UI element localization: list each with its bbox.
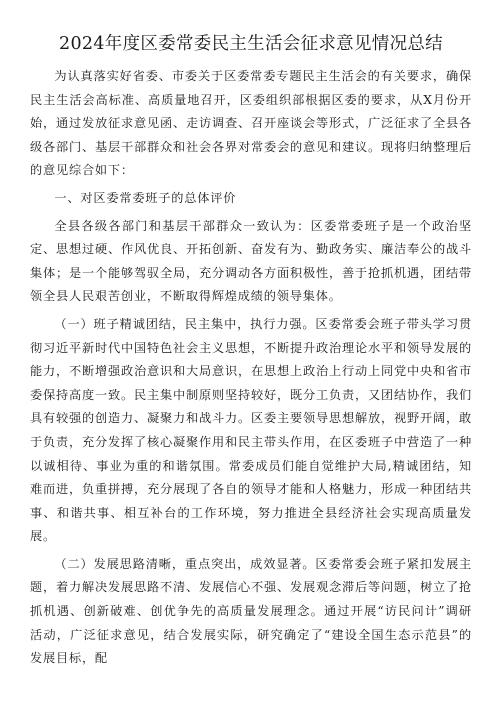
intro-paragraph: 为认真落实好省委、市委关于区委常委专题民主生活会的有关要求，确保民主生活会高标准、高质量地召开，区委组织部根据区委的要求，从X月份开始，通过发放征求意见函、走访调查、召开座谈会等形式，广泛征求了全县各级各部门、基层干部群众和社会各界对常委会的意见和建议。现将归纳整理后的意见综合如下：: [30, 69, 472, 178]
point-unity-paragraph: （一）班子精诚团结，民主集中，执行力强。区委常委会班子带头学习贯彻习近平新时代中国特色社会主义思想，不断提升政治理论水平和领导发展的能力，不断增强政治意识和大局意识，在思想上政治上行动上同党中央和省市委保持高度一致。民主集中制原则坚持较好，既分工负责，又团结协作，我们具有较强的创造力、凝聚力和战斗力。区委主要领导思想解放，视野开阔，敢于负责，充分发挥了核心凝聚作用和民主带头作用，在区委班子中营造了一种以诚相待、事业为重的和谐氛围。常委成员们能自觉维护大局,精诚团结，知难而进，负重拼搏，充分展现了各自的领导才能和人格魅力，形成一种团结共事、和谐共事、相互补台的工作环境，努力推进全县经济社会实现高质量发展。: [30, 316, 472, 544]
point-development-paragraph: （二）发展思路清晰，重点突出，成效显著。区委常委会班子紧扣发展主题，着力解决发展思路不清、发展信心不强、发展观念滞后等问题，树立了抢抓机遇、创新破难、创优争先的高质量发展理念。通过开展“访民问计”调研活动，广泛征求意见，结合发展实际，研究确定了“建设全国生态示范县”的发展目标，配: [30, 556, 472, 666]
document-title: 2024年度区委常委民主生活会征求意见情况总结: [59, 34, 443, 54]
section-heading-overall-evaluation: 一、对区委常委班子的总体评价: [54, 190, 237, 205]
overall-evaluation-paragraph: 全县各级各部门和基层干部群众一致认为：区委常委班子是一个政治坚定、思想过硬、作风优良、开拓创新、奋发有为、勤政务实、廉洁奉公的战斗集体；是一个能够驾驭全局，充分调动各方面积极性，善于抢抓机遇，团结带领全县人民艰苦创业，不断取得辉煌成绩的领导集体。: [30, 218, 472, 304]
